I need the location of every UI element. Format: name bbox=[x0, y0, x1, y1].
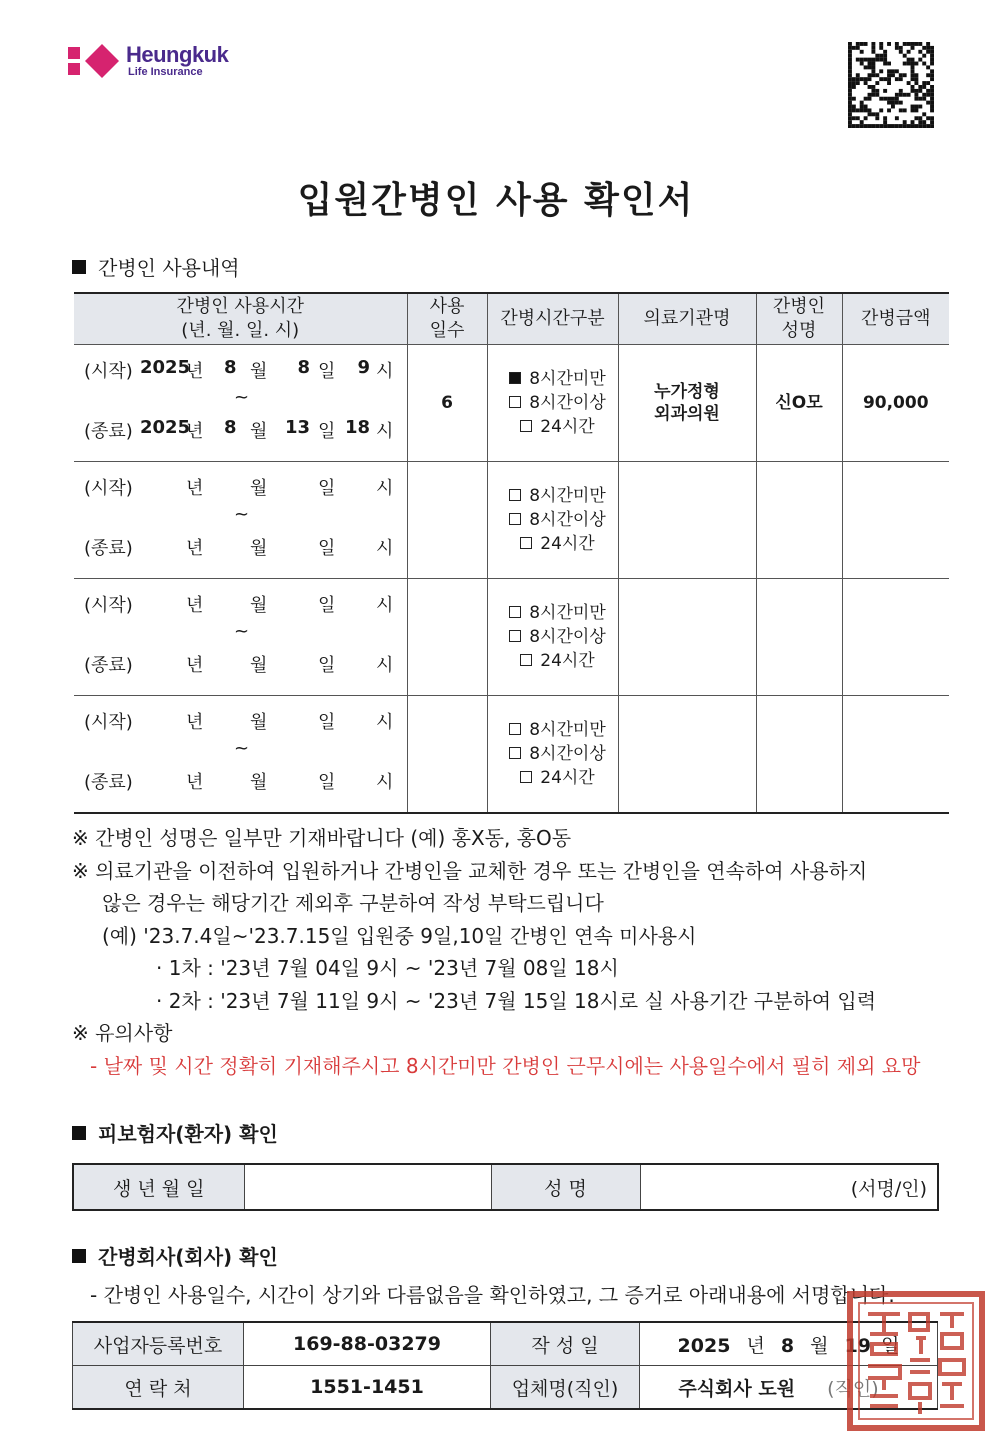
start-year: 2025 bbox=[140, 357, 191, 378]
logo-mark-icon bbox=[68, 44, 124, 78]
time-option[interactable] bbox=[498, 532, 618, 556]
time-option-label: 8시간미만 bbox=[529, 720, 606, 740]
amount-cell[interactable] bbox=[842, 696, 949, 814]
usage-row bbox=[74, 345, 949, 462]
time-option[interactable] bbox=[498, 484, 618, 508]
usage-table bbox=[74, 292, 949, 814]
amount-cell[interactable]: 90,000 bbox=[842, 345, 949, 462]
header-days: 사용 일수 bbox=[407, 293, 487, 345]
start-label: (시작) bbox=[84, 361, 133, 382]
caregiver-cell[interactable] bbox=[756, 579, 842, 696]
section-company-heading bbox=[72, 1241, 278, 1270]
checkbox-icon[interactable] bbox=[509, 606, 521, 618]
checkbox-icon[interactable] bbox=[509, 396, 521, 408]
patient-name-label: 성 명 bbox=[491, 1164, 640, 1210]
birth-label: 생 년 월 일 bbox=[73, 1164, 244, 1210]
month-unit: 월 bbox=[250, 538, 268, 559]
usage-row bbox=[74, 696, 949, 814]
type-cell bbox=[487, 345, 618, 462]
month-unit: 월 bbox=[250, 361, 268, 382]
end-month: 8 bbox=[224, 417, 237, 438]
checkbox-icon[interactable] bbox=[509, 747, 521, 759]
contact-label: 연 락 처 bbox=[73, 1366, 244, 1410]
checkbox-icon[interactable] bbox=[509, 723, 521, 735]
hospital-cell[interactable] bbox=[618, 462, 756, 579]
day-unit: 일 bbox=[318, 772, 336, 793]
logo-name: Heungkuk bbox=[126, 42, 229, 67]
patient-table bbox=[72, 1163, 939, 1211]
hour-unit: 시 bbox=[376, 712, 394, 733]
time-option-label: 24시간 bbox=[540, 417, 595, 437]
company-table bbox=[72, 1321, 938, 1410]
usage-row bbox=[74, 579, 949, 696]
note-separate-line2: 않은 경우는 해당기간 제외후 구분하여 작성 부탁드립니다 bbox=[102, 891, 604, 915]
type-cell bbox=[487, 696, 618, 814]
header-period: 간병인 사용시간 (년. 월. 일. 시) bbox=[74, 293, 407, 345]
time-option[interactable] bbox=[498, 742, 618, 766]
day-unit: 일 bbox=[318, 595, 336, 616]
logo-subtitle: Life Insurance bbox=[128, 66, 203, 78]
stamp-label: (직인) bbox=[827, 1377, 879, 1400]
period-cell[interactable] bbox=[74, 462, 407, 579]
period-cell[interactable] bbox=[74, 696, 407, 814]
day-unit: 일 bbox=[318, 421, 336, 442]
checkbox-icon[interactable] bbox=[520, 420, 532, 432]
caregiver-cell[interactable] bbox=[756, 696, 842, 814]
month-unit: 월 bbox=[250, 712, 268, 733]
day-unit: 일 bbox=[318, 712, 336, 733]
tilde-separator: ~ bbox=[234, 738, 250, 759]
company-seal-icon bbox=[846, 1290, 986, 1432]
time-option-label: 8시간이상 bbox=[529, 510, 606, 530]
note-separate-line1: ※ 의료기관을 이전하여 입원하거나 간병인을 교체한 경우 또는 간병인을 연속하여 사용하지 bbox=[72, 858, 868, 883]
day-unit: 일 bbox=[318, 478, 336, 499]
days-cell[interactable] bbox=[407, 579, 487, 696]
year-unit: 년 bbox=[186, 361, 204, 382]
time-option[interactable] bbox=[498, 718, 618, 742]
days-cell[interactable]: 6 bbox=[407, 345, 487, 462]
header-caregiver-name: 간병인 성명 bbox=[756, 293, 842, 345]
document-title: 입원간병인 사용 확인서 bbox=[297, 180, 695, 221]
hour-unit: 시 bbox=[376, 478, 394, 499]
time-option-label: 24시간 bbox=[540, 768, 595, 788]
section-patient-title: 피보험자(환자) 확인 bbox=[98, 1122, 278, 1146]
company-name: 주식회사 도원 bbox=[678, 1377, 796, 1400]
date-label: 작 성 일 bbox=[491, 1322, 640, 1366]
checkbox-icon[interactable] bbox=[509, 630, 521, 642]
hour-unit: 시 bbox=[376, 421, 394, 442]
time-option[interactable] bbox=[498, 415, 618, 439]
time-option-label: 8시간이상 bbox=[529, 627, 606, 647]
time-option-label: 8시간미만 bbox=[529, 369, 606, 389]
date-month: 8 bbox=[780, 1334, 795, 1357]
hospital-cell[interactable] bbox=[618, 579, 756, 696]
reg-number-label: 사업자등록번호 bbox=[73, 1322, 244, 1366]
period-cell[interactable] bbox=[74, 345, 407, 462]
date-year-unit: 년 bbox=[746, 1334, 765, 1357]
time-option-label: 8시간이상 bbox=[529, 744, 606, 764]
company-name-label: 업체명(직인) bbox=[491, 1366, 640, 1410]
reg-number-value: 169-88-03279 bbox=[244, 1322, 491, 1366]
hospital-cell[interactable] bbox=[618, 696, 756, 814]
amount-cell[interactable] bbox=[842, 579, 949, 696]
time-option-label: 8시간이상 bbox=[529, 393, 606, 413]
birth-field[interactable] bbox=[244, 1164, 491, 1210]
qr-code-icon bbox=[848, 42, 934, 128]
time-option[interactable] bbox=[498, 367, 618, 391]
square-bullet-icon bbox=[72, 260, 86, 274]
section-usage-title: 간병인 사용내역 bbox=[98, 256, 240, 280]
header-type: 간병시간구분 bbox=[487, 293, 618, 345]
checkbox-icon[interactable] bbox=[520, 771, 532, 783]
square-bullet-icon bbox=[72, 1249, 86, 1263]
date-year: 2025 bbox=[677, 1334, 731, 1357]
end-label: (종료) bbox=[84, 655, 133, 676]
checkbox-icon[interactable] bbox=[520, 654, 532, 666]
checkbox-icon[interactable] bbox=[509, 372, 521, 384]
hospital-name-line2: 외과의원 bbox=[654, 404, 720, 424]
start-label: (시작) bbox=[84, 478, 133, 499]
date-day-unit: 일 bbox=[881, 1334, 900, 1357]
start-label: (시작) bbox=[84, 595, 133, 616]
start-hour: 9 bbox=[357, 357, 370, 378]
caregiver-cell[interactable] bbox=[756, 462, 842, 579]
note-example-second: · 2차 : '23년 7월 11일 9시 ~ '23년 7월 15일 18시로 실 사용기간 구분하여 입력 bbox=[156, 988, 877, 1013]
end-label: (종료) bbox=[84, 772, 133, 793]
year-unit: 년 bbox=[186, 595, 204, 616]
start-month: 8 bbox=[224, 357, 237, 378]
day-unit: 일 bbox=[318, 361, 336, 382]
hour-unit: 시 bbox=[376, 655, 394, 676]
hour-unit: 시 bbox=[376, 361, 394, 382]
tilde-separator: ~ bbox=[234, 387, 250, 408]
day-unit: 일 bbox=[318, 655, 336, 676]
start-day: 8 bbox=[297, 357, 310, 378]
checkbox-icon[interactable] bbox=[509, 489, 521, 501]
month-unit: 월 bbox=[250, 421, 268, 442]
time-option-label: 24시간 bbox=[540, 534, 595, 554]
amount-cell[interactable] bbox=[842, 462, 949, 579]
time-option[interactable] bbox=[498, 601, 618, 625]
type-cell bbox=[487, 462, 618, 579]
time-option-label: 24시간 bbox=[540, 651, 595, 671]
end-label: (종료) bbox=[84, 538, 133, 559]
note-example-first: · 1차 : '23년 7월 04일 9시 ~ '23년 7월 08일 18시 bbox=[156, 956, 619, 980]
hospital-name-line1: 누가정형 bbox=[654, 382, 720, 402]
time-option[interactable] bbox=[498, 391, 618, 415]
time-option[interactable] bbox=[498, 649, 618, 673]
usage-row bbox=[74, 462, 949, 579]
time-option-label: 8시간미만 bbox=[529, 486, 606, 506]
date-day: 19 bbox=[844, 1334, 872, 1357]
hour-unit: 시 bbox=[376, 595, 394, 616]
notes-block bbox=[72, 822, 952, 1082]
year-unit: 년 bbox=[186, 478, 204, 499]
signature-label: (서명/인) bbox=[850, 1177, 927, 1200]
note-name-format: ※ 간병인 성명은 일부만 기재바랍니다 (예) 홍X동, 홍O동 bbox=[72, 826, 572, 850]
section-usage-heading bbox=[72, 252, 240, 281]
section-patient-heading bbox=[72, 1118, 278, 1147]
checkbox-icon[interactable] bbox=[509, 513, 521, 525]
note-example: (예) '23.7.4일~'23.7.15일 입원중 9일,10일 간병인 연속 미사용시 bbox=[102, 923, 697, 948]
hour-unit: 시 bbox=[376, 772, 394, 793]
year-unit: 년 bbox=[186, 772, 204, 793]
hour-unit: 시 bbox=[376, 538, 394, 559]
end-hour: 18 bbox=[344, 417, 370, 438]
time-option[interactable] bbox=[498, 625, 618, 649]
month-unit: 월 bbox=[250, 478, 268, 499]
usage-table-header bbox=[74, 293, 949, 345]
day-unit: 일 bbox=[318, 538, 336, 559]
month-unit: 월 bbox=[250, 595, 268, 616]
square-bullet-icon bbox=[72, 1126, 86, 1140]
checkbox-icon[interactable] bbox=[520, 537, 532, 549]
date-month-unit: 월 bbox=[810, 1334, 829, 1357]
year-unit: 년 bbox=[186, 655, 204, 676]
month-unit: 월 bbox=[250, 655, 268, 676]
tilde-separator: ~ bbox=[234, 504, 250, 525]
days-cell[interactable] bbox=[407, 462, 487, 579]
note-caution-heading: ※ 유의사항 bbox=[72, 1021, 173, 1045]
year-unit: 년 bbox=[186, 712, 204, 733]
heungkuk-logo bbox=[68, 42, 248, 82]
caregiver-cell[interactable]: 신O모 bbox=[756, 345, 842, 462]
header-hospital: 의료기관명 bbox=[618, 293, 756, 345]
start-label: (시작) bbox=[84, 712, 133, 733]
hospital-cell[interactable] bbox=[618, 345, 756, 462]
section-company-title: 간병회사(회사) 확인 bbox=[98, 1245, 278, 1269]
contact-value: 1551-1451 bbox=[244, 1366, 491, 1410]
end-year: 2025 bbox=[140, 417, 191, 438]
company-confirm-text: - 간병인 사용일수, 시간이 상기와 다름없음을 확인하였고, 그 증거로 아래내용에 서명합니다. bbox=[90, 1283, 895, 1307]
time-option[interactable] bbox=[498, 508, 618, 532]
end-label: (종료) bbox=[84, 421, 133, 442]
year-unit: 년 bbox=[186, 538, 204, 559]
note-caution-text: - 날짜 및 시간 정확히 기재해주시고 8시간미만 간병인 근무시에는 사용일수에서 필히 제외 요망 bbox=[90, 1053, 921, 1078]
time-option[interactable] bbox=[498, 766, 618, 790]
header-amount: 간병금액 bbox=[842, 293, 949, 345]
end-day: 13 bbox=[284, 417, 310, 438]
type-cell bbox=[487, 579, 618, 696]
days-cell[interactable] bbox=[407, 696, 487, 814]
period-cell[interactable] bbox=[74, 579, 407, 696]
time-option-label: 8시간미만 bbox=[529, 603, 606, 623]
year-unit: 년 bbox=[186, 421, 204, 442]
patient-signature-field[interactable] bbox=[640, 1164, 938, 1210]
tilde-separator: ~ bbox=[234, 621, 250, 642]
month-unit: 월 bbox=[250, 772, 268, 793]
